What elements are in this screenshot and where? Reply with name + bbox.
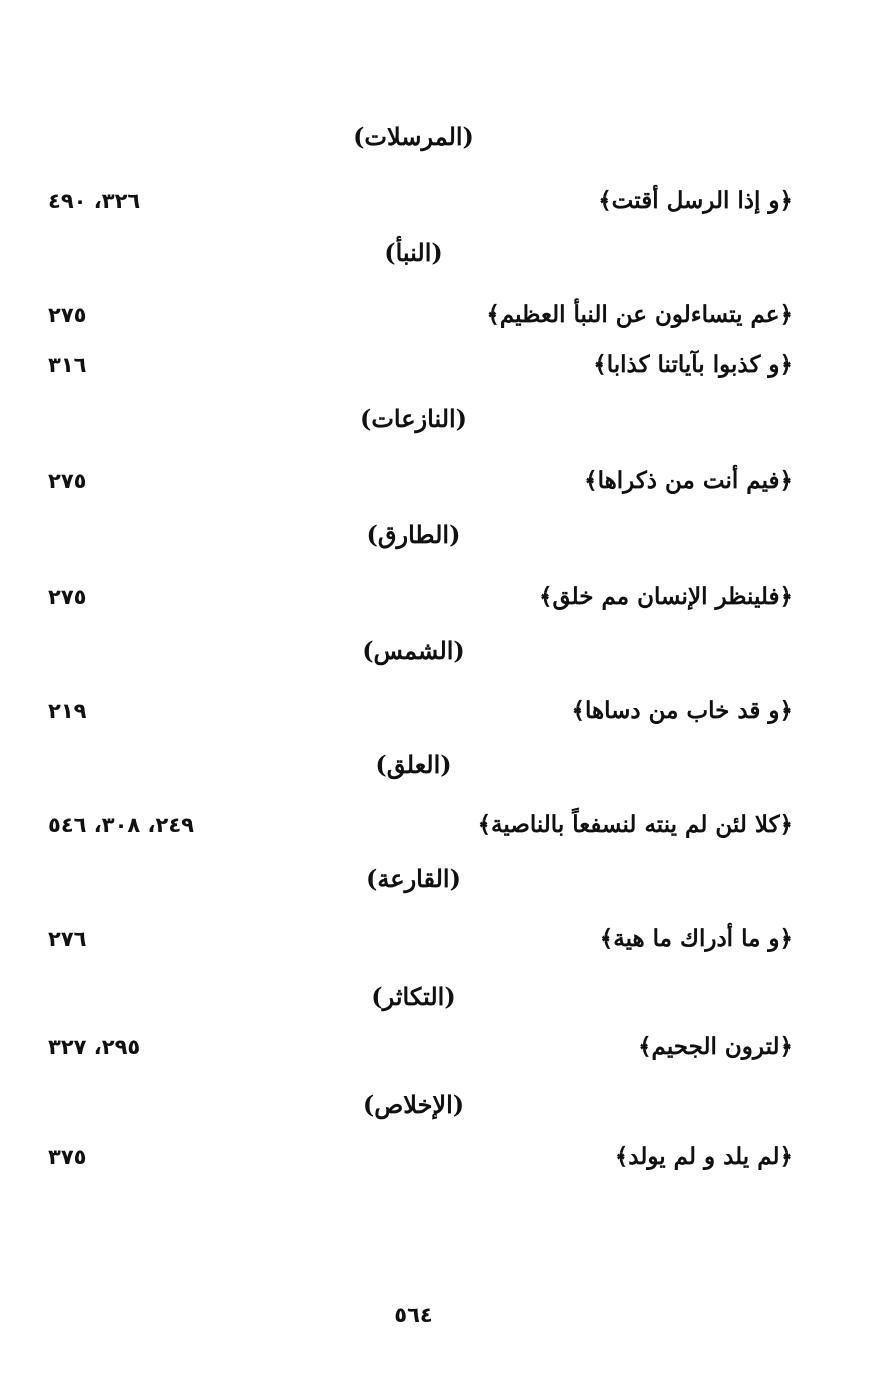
surah-heading: (الشمس) [362,636,465,665]
index-entry [48,922,793,956]
surah-heading: (النازعات) [359,404,468,433]
index-entry [48,694,793,728]
verse-text: ﴿فلينظر الإنسان مم خلق﴾ [539,583,793,610]
index-entry [48,184,793,218]
surah-heading: (القارعة) [366,864,461,893]
index-entry [48,348,793,382]
page-references: ٢٧٥ [48,469,87,493]
page-references: ٢٧٦ [48,927,87,951]
verse-text: ﴿فيم أنت من ذكراها﴾ [584,467,793,494]
index-entry [48,1030,793,1064]
verse-text: ﴿و إذا الرسل أقتت﴾ [598,187,793,214]
verse-text: ﴿عم يتساءلون عن النبأ العظيم﴾ [486,301,793,328]
verse-text: ﴿لم يلد و لم يولد﴾ [614,1143,793,1170]
page-references: ٢٩٥، ٣٢٧ [48,1035,141,1059]
verse-text: ﴿و كذبوا بآياتنا كذابا﴾ [593,351,793,378]
index-entry [48,1140,793,1174]
page-references: ٣٢٦، ٤٩٠ [48,189,141,213]
surah-heading: (التكاثر) [371,982,456,1011]
verse-text: ﴿و قد خاب من دساها﴾ [571,697,793,724]
surah-heading: (الطارق) [366,520,461,549]
page-references: ٢٧٥ [48,585,87,609]
surah-heading: (النبأ) [384,238,443,267]
surah-heading: (العلق) [375,750,452,779]
index-entry [48,580,793,614]
page-references: ٣٧٥ [48,1145,87,1169]
surah-heading: (المرسلات) [353,122,474,151]
page-references: ٣١٦ [48,353,87,377]
page-references: ٢١٩ [48,699,87,723]
surah-heading: (الإخلاص) [362,1090,465,1119]
verse-text: ﴿و ما أدراك ما هية﴾ [599,925,793,952]
index-entry [48,464,793,498]
index-entry [48,298,793,332]
verse-text: ﴿كلا لئن لم ينته لنسفعاً بالناصية﴾ [477,811,793,838]
page-references: ٢٧٥ [48,303,87,327]
page-number: ٥٦٤ [394,1303,433,1327]
index-entry [48,808,793,842]
verse-text: ﴿لترون الجحيم﴾ [638,1033,793,1060]
page-references: ٢٤٩، ٣٠٨، ٥٤٦ [48,813,194,837]
